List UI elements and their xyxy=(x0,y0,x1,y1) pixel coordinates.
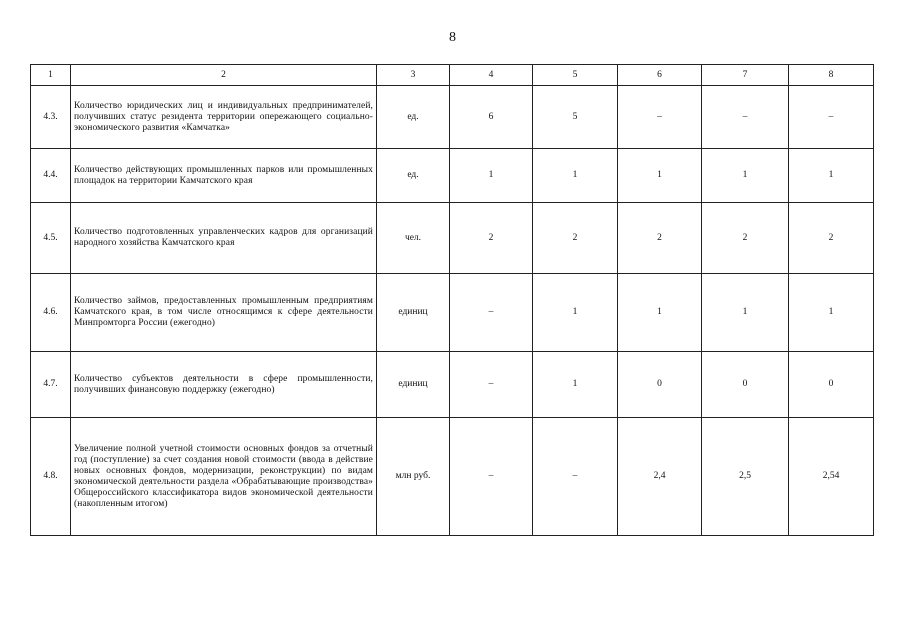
row-number: 4.5. xyxy=(31,203,71,274)
table-row xyxy=(31,274,874,352)
col-header-7: 7 xyxy=(702,65,789,86)
value-col-6: 2 xyxy=(618,203,702,274)
indicator-description: Количество действующих промышленных парков или промышленных площадок на территории Камчатского края xyxy=(71,149,377,203)
value-col-7: 2 xyxy=(702,203,789,274)
col-header-3: 3 xyxy=(377,65,450,86)
value-col-7: 1 xyxy=(702,274,789,352)
table-row xyxy=(31,418,874,536)
unit-cell: млн руб. xyxy=(377,418,450,536)
value-col-8: 2 xyxy=(789,203,874,274)
value-col-8: – xyxy=(789,86,874,149)
unit-cell: чел. xyxy=(377,203,450,274)
table-row xyxy=(31,149,874,203)
value-col-5: 1 xyxy=(533,352,618,418)
header-row xyxy=(31,65,874,86)
value-col-6: 1 xyxy=(618,149,702,203)
value-col-7: 0 xyxy=(702,352,789,418)
value-col-6: 1 xyxy=(618,274,702,352)
value-col-4: 2 xyxy=(450,203,533,274)
row-number: 4.6. xyxy=(31,274,71,352)
value-col-5: 1 xyxy=(533,274,618,352)
value-col-8: 1 xyxy=(789,274,874,352)
value-col-4: – xyxy=(450,274,533,352)
unit-cell: единиц xyxy=(377,352,450,418)
value-col-6: – xyxy=(618,86,702,149)
indicator-description: Количество субъектов деятельности в сфере промышленности, получивших финансовую поддержку (ежегодно) xyxy=(71,352,377,418)
value-col-8: 1 xyxy=(789,149,874,203)
indicator-description: Количество юридических лиц и индивидуальных предпринимателей, получивших статус резидента территории опережающего социально-экономического развития «Камчатка» xyxy=(71,86,377,149)
row-number: 4.4. xyxy=(31,149,71,203)
row-number: 4.7. xyxy=(31,352,71,418)
value-col-4: – xyxy=(450,418,533,536)
indicator-description: Увеличение полной учетной стоимости основных фондов за отчетный год (поступление) за счет создания новой стоимости (ввода в действие новых основных фондов, модернизации, реконструкции) по видам экономической деятельности раздела «Обрабатывающие производства» Общероссийского классификатора видов экономической деятельности (накопленным итогом) xyxy=(71,418,377,536)
row-number: 4.3. xyxy=(31,86,71,149)
value-col-6: 2,4 xyxy=(618,418,702,536)
value-col-5: 1 xyxy=(533,149,618,203)
page-number: 8 xyxy=(449,30,456,45)
table-row xyxy=(31,352,874,418)
col-header-6: 6 xyxy=(618,65,702,86)
value-col-5: 2 xyxy=(533,203,618,274)
indicator-description: Количество займов, предоставленных промышленным предприятиям Камчатского края, в том числе относящимся к сфере деятельности Минпромторга России (ежегодно) xyxy=(71,274,377,352)
unit-cell: ед. xyxy=(377,86,450,149)
value-col-4: 6 xyxy=(450,86,533,149)
value-col-5: – xyxy=(533,418,618,536)
unit-cell: ед. xyxy=(377,149,450,203)
value-col-7: 1 xyxy=(702,149,789,203)
value-col-5: 5 xyxy=(533,86,618,149)
value-col-7: 2,5 xyxy=(702,418,789,536)
table-row xyxy=(31,203,874,274)
col-header-8: 8 xyxy=(789,65,874,86)
value-col-4: 1 xyxy=(450,149,533,203)
col-header-1: 1 xyxy=(31,65,71,86)
unit-cell: единиц xyxy=(377,274,450,352)
col-header-2: 2 xyxy=(71,65,377,86)
indicator-description: Количество подготовленных управленческих кадров для организаций народного хозяйства Камчатского края xyxy=(71,203,377,274)
col-header-5: 5 xyxy=(533,65,618,86)
col-header-4: 4 xyxy=(450,65,533,86)
value-col-8: 0 xyxy=(789,352,874,418)
value-col-8: 2,54 xyxy=(789,418,874,536)
value-col-7: – xyxy=(702,86,789,149)
value-col-4: – xyxy=(450,352,533,418)
row-number: 4.8. xyxy=(31,418,71,536)
value-col-6: 0 xyxy=(618,352,702,418)
table-row xyxy=(31,86,874,149)
indicators-table xyxy=(30,64,874,536)
